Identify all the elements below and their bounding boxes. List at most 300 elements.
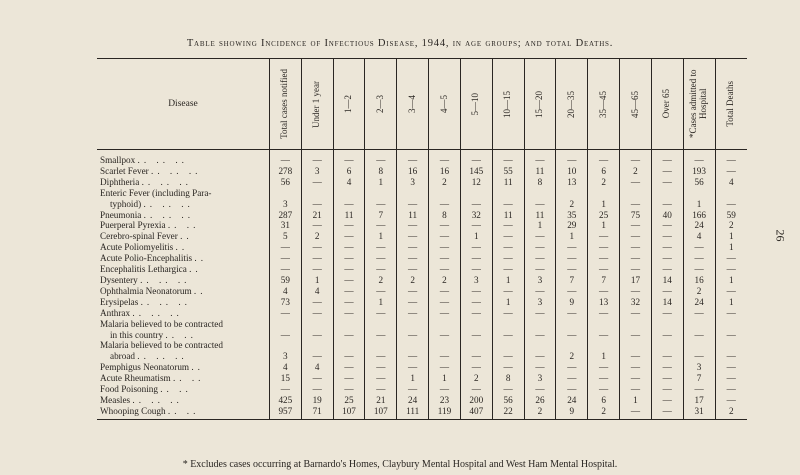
value-cell: 31 xyxy=(269,220,301,231)
disease-name-cell xyxy=(97,242,269,253)
leader-dots: .. .. xyxy=(167,220,200,231)
value-cell: — xyxy=(620,308,652,319)
value-cell xyxy=(524,188,556,199)
value-cell: — xyxy=(397,362,429,373)
value-cell: 10 xyxy=(556,166,588,177)
value-cell: 200 xyxy=(460,395,492,406)
value-cell: — xyxy=(524,264,556,275)
value-cell: 3 xyxy=(683,362,715,373)
value-cell: — xyxy=(333,330,365,341)
value-cell: — xyxy=(556,150,588,166)
value-cell: — xyxy=(429,264,461,275)
column-header: 20—35 xyxy=(556,59,588,150)
column-header: 3—4 xyxy=(397,59,429,150)
value-cell: — xyxy=(365,264,397,275)
value-cell: 2 xyxy=(556,199,588,210)
leader-dots: .. .. .. xyxy=(132,307,183,318)
value-cell: — xyxy=(683,264,715,275)
footnote: * Excludes cases occurring at Barnardo's Homes, Claybury Mental Hospital and West Ham Mental Hospital. xyxy=(182,459,618,470)
value-cell xyxy=(683,188,715,199)
value-cell: 7 xyxy=(588,275,620,286)
value-cell: — xyxy=(333,220,365,231)
value-cell xyxy=(269,188,301,199)
disease-name: in this country xyxy=(110,329,164,340)
value-cell: 4 xyxy=(683,231,715,242)
value-cell: — xyxy=(429,253,461,264)
value-cell: — xyxy=(588,373,620,384)
column-header: Total Deaths xyxy=(715,59,747,150)
value-cell xyxy=(556,188,588,199)
value-cell: — xyxy=(715,166,747,177)
value-cell: 287 xyxy=(269,210,301,221)
value-cell: — xyxy=(365,150,397,166)
value-cell: — xyxy=(651,406,683,419)
value-cell: 40 xyxy=(651,210,683,221)
value-cell: 32 xyxy=(620,297,652,308)
value-cell xyxy=(397,340,429,351)
value-cell: 1 xyxy=(365,177,397,188)
value-cell: — xyxy=(715,395,747,406)
value-cell xyxy=(365,319,397,330)
disease-name-cell xyxy=(97,231,269,242)
table-row xyxy=(97,406,747,419)
value-cell: — xyxy=(365,242,397,253)
value-cell xyxy=(492,319,524,330)
value-cell: — xyxy=(460,150,492,166)
table-row xyxy=(97,253,747,264)
value-cell: — xyxy=(715,264,747,275)
value-cell: — xyxy=(301,253,333,264)
value-cell xyxy=(492,188,524,199)
value-cell: — xyxy=(651,286,683,297)
value-cell xyxy=(333,319,365,330)
leader-dots: .. .. .. xyxy=(137,351,188,362)
value-cell: 7 xyxy=(365,210,397,221)
value-cell: 2 xyxy=(715,406,747,419)
value-cell: 1 xyxy=(588,351,620,362)
value-cell: — xyxy=(524,199,556,210)
value-cell xyxy=(301,340,333,351)
value-cell xyxy=(651,188,683,199)
value-cell: — xyxy=(397,264,429,275)
value-cell: 11 xyxy=(492,210,524,221)
value-cell: 15 xyxy=(269,373,301,384)
value-cell: — xyxy=(588,384,620,395)
disease-name-cell xyxy=(97,330,269,341)
value-cell: — xyxy=(651,253,683,264)
value-cell xyxy=(715,340,747,351)
value-cell: — xyxy=(683,351,715,362)
disease-name-cell xyxy=(97,166,269,177)
value-cell: — xyxy=(301,351,333,362)
leader-dots: .. .. xyxy=(165,329,197,340)
value-cell: — xyxy=(651,308,683,319)
value-cell: 9 xyxy=(556,406,588,419)
value-cell: — xyxy=(715,199,747,210)
value-cell: — xyxy=(333,275,365,286)
value-cell: — xyxy=(588,264,620,275)
value-cell: — xyxy=(556,373,588,384)
value-cell: — xyxy=(333,384,365,395)
column-header: 5—10 xyxy=(460,59,492,150)
disease-name-cell xyxy=(97,264,269,275)
leader-dots: .. xyxy=(180,231,193,242)
value-cell: — xyxy=(556,264,588,275)
value-cell: — xyxy=(492,150,524,166)
value-cell: — xyxy=(460,253,492,264)
leader-dots: .. .. .. xyxy=(141,176,192,187)
value-cell: — xyxy=(715,384,747,395)
value-cell: — xyxy=(397,150,429,166)
column-header: Disease xyxy=(97,59,269,150)
value-cell: 1 xyxy=(715,231,747,242)
value-cell xyxy=(620,340,652,351)
value-cell: — xyxy=(397,231,429,242)
disease-name-cell xyxy=(97,220,269,231)
value-cell: — xyxy=(301,264,333,275)
value-cell: 4 xyxy=(301,362,333,373)
value-cell: — xyxy=(524,351,556,362)
table-row xyxy=(97,308,747,319)
value-cell: — xyxy=(620,384,652,395)
leader-dots: .. xyxy=(189,264,202,275)
value-cell: — xyxy=(492,253,524,264)
disease-name: Acute Rheumatism xyxy=(100,373,171,384)
value-cell: 8 xyxy=(524,177,556,188)
value-cell xyxy=(492,340,524,351)
disease-name: Enteric Fever (including Para- xyxy=(100,187,212,198)
value-cell: — xyxy=(333,150,365,166)
value-cell: 5 xyxy=(269,231,301,242)
table-row xyxy=(97,220,747,231)
value-cell: — xyxy=(524,150,556,166)
value-cell: — xyxy=(460,264,492,275)
value-cell: 14 xyxy=(651,297,683,308)
value-cell: — xyxy=(460,286,492,297)
value-cell: — xyxy=(429,330,461,341)
table-row xyxy=(97,319,747,330)
value-cell: 19 xyxy=(301,395,333,406)
value-cell: — xyxy=(588,242,620,253)
disease-name-cell xyxy=(97,253,269,264)
value-cell: 2 xyxy=(429,177,461,188)
value-cell: 4 xyxy=(269,286,301,297)
value-cell: 166 xyxy=(683,210,715,221)
column-header: 1—2 xyxy=(333,59,365,150)
value-cell: 4 xyxy=(715,177,747,188)
value-cell: — xyxy=(365,199,397,210)
value-cell: — xyxy=(556,253,588,264)
value-cell: — xyxy=(556,242,588,253)
value-cell: — xyxy=(460,308,492,319)
value-cell xyxy=(620,319,652,330)
value-cell: 24 xyxy=(556,395,588,406)
value-cell: 3 xyxy=(269,351,301,362)
leader-dots: .. xyxy=(175,242,189,253)
value-cell: — xyxy=(429,308,461,319)
value-cell: — xyxy=(333,264,365,275)
value-cell: — xyxy=(397,384,429,395)
table-row xyxy=(97,188,747,199)
value-cell: — xyxy=(524,330,556,341)
value-cell: 16 xyxy=(397,166,429,177)
table-row xyxy=(97,340,747,351)
leader-dots: .. .. .. xyxy=(143,209,195,220)
disease-name-cell xyxy=(97,319,269,330)
value-cell: 2 xyxy=(397,275,429,286)
value-cell: — xyxy=(460,220,492,231)
value-cell: — xyxy=(651,177,683,188)
value-cell: — xyxy=(492,384,524,395)
disease-name: Scarlet Fever xyxy=(100,165,149,176)
value-cell: — xyxy=(620,177,652,188)
value-cell xyxy=(333,188,365,199)
value-cell xyxy=(365,188,397,199)
value-cell: — xyxy=(492,362,524,373)
value-cell: — xyxy=(301,384,333,395)
value-cell: — xyxy=(429,150,461,166)
value-cell: 11 xyxy=(524,166,556,177)
value-cell xyxy=(524,340,556,351)
table-row xyxy=(97,166,747,177)
leader-dots: .. .. .. xyxy=(143,198,194,209)
value-cell: — xyxy=(651,264,683,275)
value-cell: 25 xyxy=(588,210,620,221)
value-cell: — xyxy=(683,253,715,264)
value-cell: — xyxy=(429,384,461,395)
value-cell: 425 xyxy=(269,395,301,406)
value-cell: — xyxy=(301,242,333,253)
column-header: 10—15 xyxy=(492,59,524,150)
value-cell: 3 xyxy=(524,275,556,286)
value-cell: — xyxy=(301,330,333,341)
column-header: Total cases notified xyxy=(269,59,301,150)
value-cell: — xyxy=(365,384,397,395)
value-cell: — xyxy=(588,286,620,297)
disease-name-cell xyxy=(97,351,269,362)
value-cell: — xyxy=(429,286,461,297)
value-cell: — xyxy=(620,362,652,373)
value-cell: — xyxy=(715,150,747,166)
value-cell: — xyxy=(651,220,683,231)
value-cell: — xyxy=(556,330,588,341)
value-cell: — xyxy=(429,231,461,242)
value-cell: — xyxy=(301,308,333,319)
value-cell: — xyxy=(524,308,556,319)
value-cell: 3 xyxy=(524,297,556,308)
disease-name: Acute Poliomyelitis xyxy=(100,242,174,253)
value-cell: — xyxy=(651,150,683,166)
disease-name-cell xyxy=(97,286,269,297)
value-cell: — xyxy=(715,286,747,297)
disease-name: Dysentery xyxy=(100,274,138,285)
value-cell: — xyxy=(301,150,333,166)
disease-name: Anthrax xyxy=(100,307,131,318)
value-cell xyxy=(301,319,333,330)
value-cell xyxy=(333,340,365,351)
value-cell: 1 xyxy=(397,373,429,384)
value-cell: — xyxy=(715,362,747,373)
value-cell: — xyxy=(524,362,556,373)
disease-name-cell xyxy=(97,406,269,419)
value-cell: — xyxy=(620,150,652,166)
value-cell: — xyxy=(269,264,301,275)
value-cell: — xyxy=(524,231,556,242)
disease-name: Whooping Cough xyxy=(100,405,166,416)
disease-name-cell xyxy=(97,188,269,199)
value-cell: — xyxy=(715,253,747,264)
table-row xyxy=(97,231,747,242)
leader-dots: .. xyxy=(191,362,204,373)
value-cell: 29 xyxy=(556,220,588,231)
value-cell: — xyxy=(429,351,461,362)
value-cell: 6 xyxy=(588,395,620,406)
disease-name-cell xyxy=(97,150,269,166)
table-row xyxy=(97,150,747,166)
table-row xyxy=(97,351,747,362)
disease-name: Cerebro-spinal Fever xyxy=(100,231,178,242)
table-row xyxy=(97,373,747,384)
page-number: 26 xyxy=(773,229,788,242)
value-cell xyxy=(620,188,652,199)
value-cell: — xyxy=(620,406,652,419)
value-cell xyxy=(429,340,461,351)
value-cell xyxy=(588,340,620,351)
disease-name: Ophthalmia Neonatorum xyxy=(100,285,192,296)
disease-name: Smallpox xyxy=(100,155,136,165)
table-row xyxy=(97,242,747,253)
value-cell: 107 xyxy=(333,406,365,419)
value-cell: — xyxy=(620,242,652,253)
value-cell: 56 xyxy=(269,177,301,188)
value-cell: 3 xyxy=(269,199,301,210)
value-cell: 1 xyxy=(683,199,715,210)
value-cell: — xyxy=(651,362,683,373)
value-cell: 11 xyxy=(333,210,365,221)
value-cell: — xyxy=(397,297,429,308)
value-cell: 2 xyxy=(301,231,333,242)
value-cell: 1 xyxy=(429,373,461,384)
value-cell: 278 xyxy=(269,166,301,177)
table-row xyxy=(97,199,747,210)
value-cell: 1 xyxy=(556,231,588,242)
value-cell: 107 xyxy=(365,406,397,419)
value-cell xyxy=(556,319,588,330)
value-cell: 22 xyxy=(492,406,524,419)
disease-name: Acute Polio-Encephalitis xyxy=(100,253,193,264)
value-cell: 145 xyxy=(460,166,492,177)
value-cell: — xyxy=(429,362,461,373)
value-cell: 1 xyxy=(715,275,747,286)
value-cell: 12 xyxy=(460,177,492,188)
leader-dots: .. .. .. xyxy=(137,155,188,165)
table-title: Table showing Incidence of Infectious Disease, 1944, in age groups; and total Deaths. xyxy=(186,38,614,49)
value-cell: — xyxy=(715,351,747,362)
value-cell: — xyxy=(397,220,429,231)
value-cell: 1 xyxy=(715,242,747,253)
value-cell: — xyxy=(556,362,588,373)
value-cell: — xyxy=(301,177,333,188)
value-cell: — xyxy=(365,308,397,319)
value-cell: — xyxy=(556,308,588,319)
value-cell xyxy=(269,319,301,330)
value-cell: — xyxy=(269,150,301,166)
value-cell: — xyxy=(556,286,588,297)
value-cell: — xyxy=(301,199,333,210)
value-cell: — xyxy=(524,242,556,253)
disease-name-cell xyxy=(97,373,269,384)
value-cell: 1 xyxy=(460,231,492,242)
value-cell: 6 xyxy=(333,166,365,177)
value-cell: 59 xyxy=(269,275,301,286)
value-cell: 1 xyxy=(492,275,524,286)
value-cell: — xyxy=(588,150,620,166)
value-cell: 4 xyxy=(333,177,365,188)
value-cell: 3 xyxy=(301,166,333,177)
value-cell xyxy=(460,319,492,330)
value-cell: 3 xyxy=(524,373,556,384)
value-cell: — xyxy=(715,330,747,341)
value-cell: 4 xyxy=(301,286,333,297)
value-cell: 7 xyxy=(683,373,715,384)
value-cell: 2 xyxy=(588,406,620,419)
value-cell: — xyxy=(492,330,524,341)
value-cell: — xyxy=(651,330,683,341)
value-cell: — xyxy=(365,286,397,297)
value-cell: — xyxy=(397,330,429,341)
table-row xyxy=(97,362,747,373)
value-cell: — xyxy=(460,351,492,362)
value-cell: — xyxy=(651,384,683,395)
disease-name-cell xyxy=(97,177,269,188)
value-cell: 1 xyxy=(492,297,524,308)
value-cell: 75 xyxy=(620,210,652,221)
value-cell: 2 xyxy=(365,275,397,286)
table-row xyxy=(97,264,747,275)
disease-name-cell xyxy=(97,210,269,221)
value-cell xyxy=(651,340,683,351)
value-cell: 1 xyxy=(365,231,397,242)
value-cell: 17 xyxy=(683,395,715,406)
disease-name-cell xyxy=(97,395,269,406)
value-cell: — xyxy=(524,384,556,395)
value-cell: — xyxy=(715,373,747,384)
value-cell: — xyxy=(269,308,301,319)
column-header: 4—5 xyxy=(429,59,461,150)
value-cell: 55 xyxy=(492,166,524,177)
value-cell: — xyxy=(620,373,652,384)
value-cell: — xyxy=(492,286,524,297)
value-cell: — xyxy=(492,242,524,253)
value-cell: 407 xyxy=(460,406,492,419)
value-cell: 56 xyxy=(683,177,715,188)
value-cell: — xyxy=(620,231,652,242)
value-cell: 8 xyxy=(492,373,524,384)
value-cell: — xyxy=(492,199,524,210)
value-cell xyxy=(651,319,683,330)
value-cell: — xyxy=(269,384,301,395)
value-cell xyxy=(683,340,715,351)
table-row xyxy=(97,286,747,297)
value-cell: — xyxy=(460,242,492,253)
value-cell xyxy=(588,319,620,330)
disease-table xyxy=(97,58,747,420)
value-cell: — xyxy=(429,242,461,253)
value-cell: 2 xyxy=(588,177,620,188)
leader-dots: .. .. xyxy=(172,373,205,384)
value-cell: 21 xyxy=(301,210,333,221)
value-cell: — xyxy=(651,199,683,210)
